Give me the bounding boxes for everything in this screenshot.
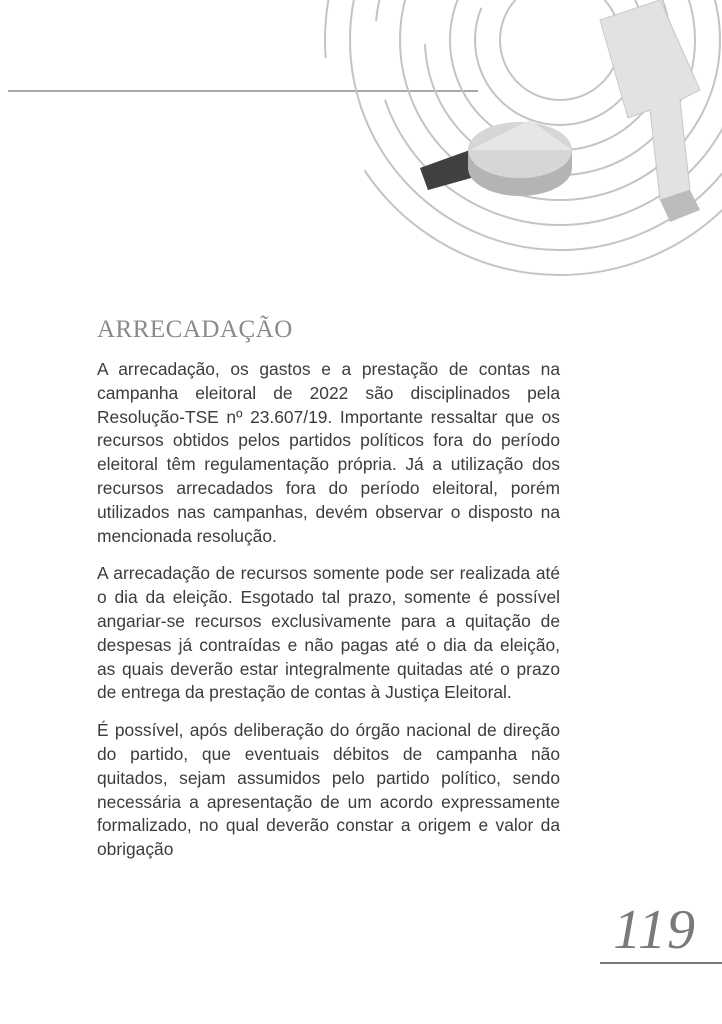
body-text xyxy=(97,358,560,876)
paragraph: A arrecadação de recursos somente pode ser realizada até o dia da eleição. Esgotado tal prazo, somente é possível angariar-se recursos exclusivamente para a quitação de despesas já contraídas e não pagas até o dia da eleição, as quais deverão estar integralmente quitadas até o prazo de entrega da prestação de contas à Justiça Eleitoral. xyxy=(97,563,560,703)
section-heading: ARRECADAÇÃO xyxy=(97,316,293,343)
page-number: 119 xyxy=(613,899,696,961)
pie-chart-graphic xyxy=(420,120,572,196)
paragraph: É possível, após deliberação do órgão nacional de direção do partido, que eventuais débitos de campanha não quitados, sejam assumidos pelo partido político, sendo necessária a apresentação de um acordo expressamente formalizado, no qual deverão constar a origem e valor da obrigação xyxy=(97,720,560,860)
page-number-rule xyxy=(600,962,722,964)
paragraph: A arrecadação, os gastos e a prestação de contas na campanha eleitoral de 2022 são disciplinados pela Resolução-TSE nº 23.607/19. Importante ressaltar que os recursos obtidos pelos partidos políticos fora do período eleitoral têm regulamentação própria. Já a utilização dos recursos arrecadados fora do período eleitoral, porém utilizados nas campanhas, devém observar o disposto na mencionada resolução. xyxy=(97,359,560,546)
arrow-up-graphic xyxy=(600,0,700,222)
header-decoration-graphic xyxy=(0,0,722,300)
